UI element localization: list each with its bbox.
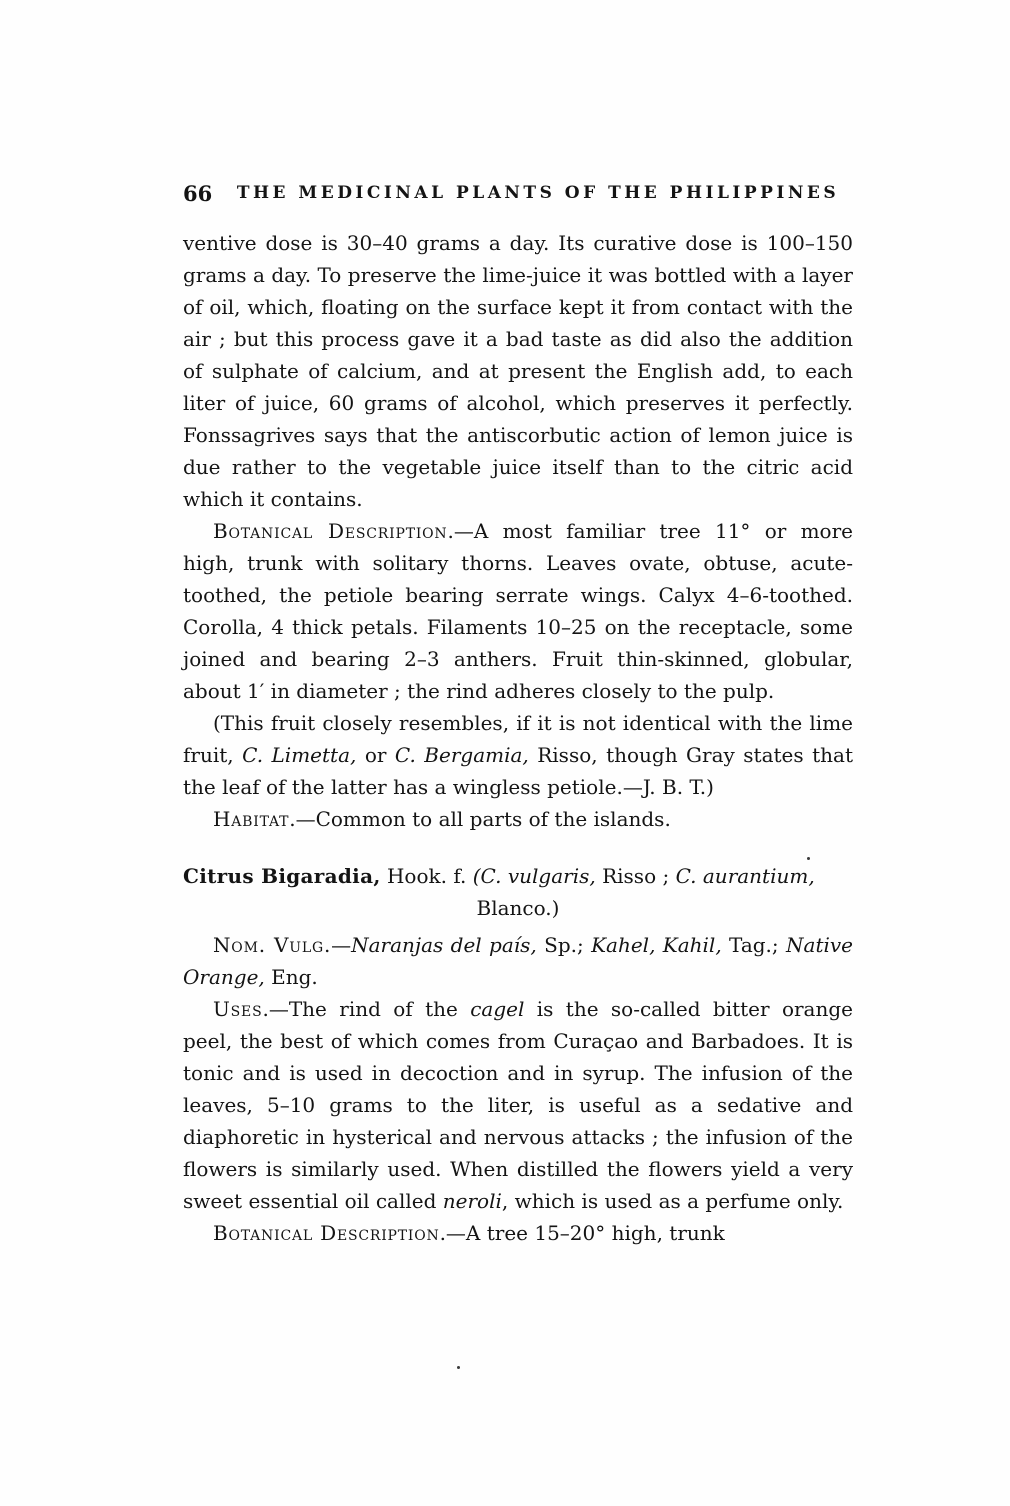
vernacular-spanish: Naranjas del país, (351, 933, 537, 957)
botanical-description-2-label: Botanical Description (213, 1221, 440, 1245)
uses-paragraph: Uses.—The rind of the cagel is the so-called bitter orange peel, the best of which comes from Curaçao and Barbadoes. It is tonic and is used in decoction and in syrup. The infusion of the leaves, 5–10 grams to the liter, is useful as a sedative and diaphoretic in hysterical and nervous attacks ; the infusion of the flowers is similarly used. When distilled the flowers yield a very sweet essential oil called neroli, which is used as a perfume only. (183, 997, 853, 1213)
page-number: 66 (183, 181, 213, 206)
running-title: THE MEDICINAL PLANTS OF THE PHILIPPINES (236, 183, 840, 203)
paragraph-continued-lime-juice: ventive dose is 30–40 grams a day. Its curative dose is 100–150 grams a day. To preserve the lime-juice it was bottled with a layer of oil, which, floating on the surface kept it from contact with the air ; but this process gave it a bad taste as did also the addition of sulphate of calcium, and at present the English add, to each liter of juice, 60 grams of alcohol, which preserves it perfectly. Fonssagrives says that the antiscorbutic action of lemon juice is due rather to the vegetable juice itself than to the citric acid which it contains. (183, 231, 853, 511)
species-heading-line1: Citrus Bigaradia, Hook. f. (C. vulgaris, Risso ; C. aurantium, (183, 864, 815, 888)
synonym-vulgaris: (C. vulgaris, (472, 864, 596, 888)
nom-vulg-label: Nom. Vulg. (213, 933, 332, 957)
species-name-limetta: C. Limetta, (242, 743, 357, 767)
scan-speck (807, 857, 810, 860)
term-cagel: cagel (470, 997, 525, 1021)
vernacular-tagalog: Kahel, Kahil, (591, 933, 722, 957)
term-neroli: neroli (442, 1189, 502, 1213)
text-block (183, 227, 853, 1249)
species-heading-line2: Blanco.) (476, 896, 560, 920)
scan-speck (457, 1366, 460, 1369)
species-name-bergamia: C. Bergamia, (394, 743, 529, 767)
running-head (183, 181, 853, 209)
synonym-aurantium: C. aurantium, (675, 864, 815, 888)
botanical-description-2-paragraph: Botanical Description.—A tree 15–20° high, trunk (213, 1221, 725, 1245)
habitat-paragraph: Habitat.—Common to all parts of the islands. (213, 807, 671, 831)
nom-vulg-paragraph: Nom. Vulg.—Naranjas del país, Sp.; Kahel, Kahil, Tag.; Native Orange, Eng. (183, 933, 854, 989)
botanical-description-paragraph: Botanical Description.—A most familiar tree 11° or more high, trunk with solitary thorns. Leaves ovate, obtuse, acute-toothed, the petiole bearing serrate wings. Calyx 4–6-toothed. Corolla, 4 thick petals. Filaments 10–25 on the receptacle, some joined and bearing 2–3 anthers. Fruit thin-skinned, globular, about 1′ in diameter ; the rind adheres closely to the pulp. (183, 519, 853, 703)
vernacular-english: Native Orange, (183, 933, 854, 989)
uses-label: Uses (213, 997, 263, 1021)
parenthetical-note-paragraph: (This fruit closely resembles, if it is not identical with the lime fruit, C. Limetta, or C. Bergamia, Risso, though Gray states that the leaf of the latter has a wingless petiole.—J. B. T.) (183, 711, 853, 799)
species-name-bold: Citrus Bigaradia, (183, 864, 381, 888)
species-heading (183, 860, 853, 924)
habitat-label: Habitat (213, 807, 290, 831)
botanical-description-label: Botanical Description (213, 519, 448, 543)
